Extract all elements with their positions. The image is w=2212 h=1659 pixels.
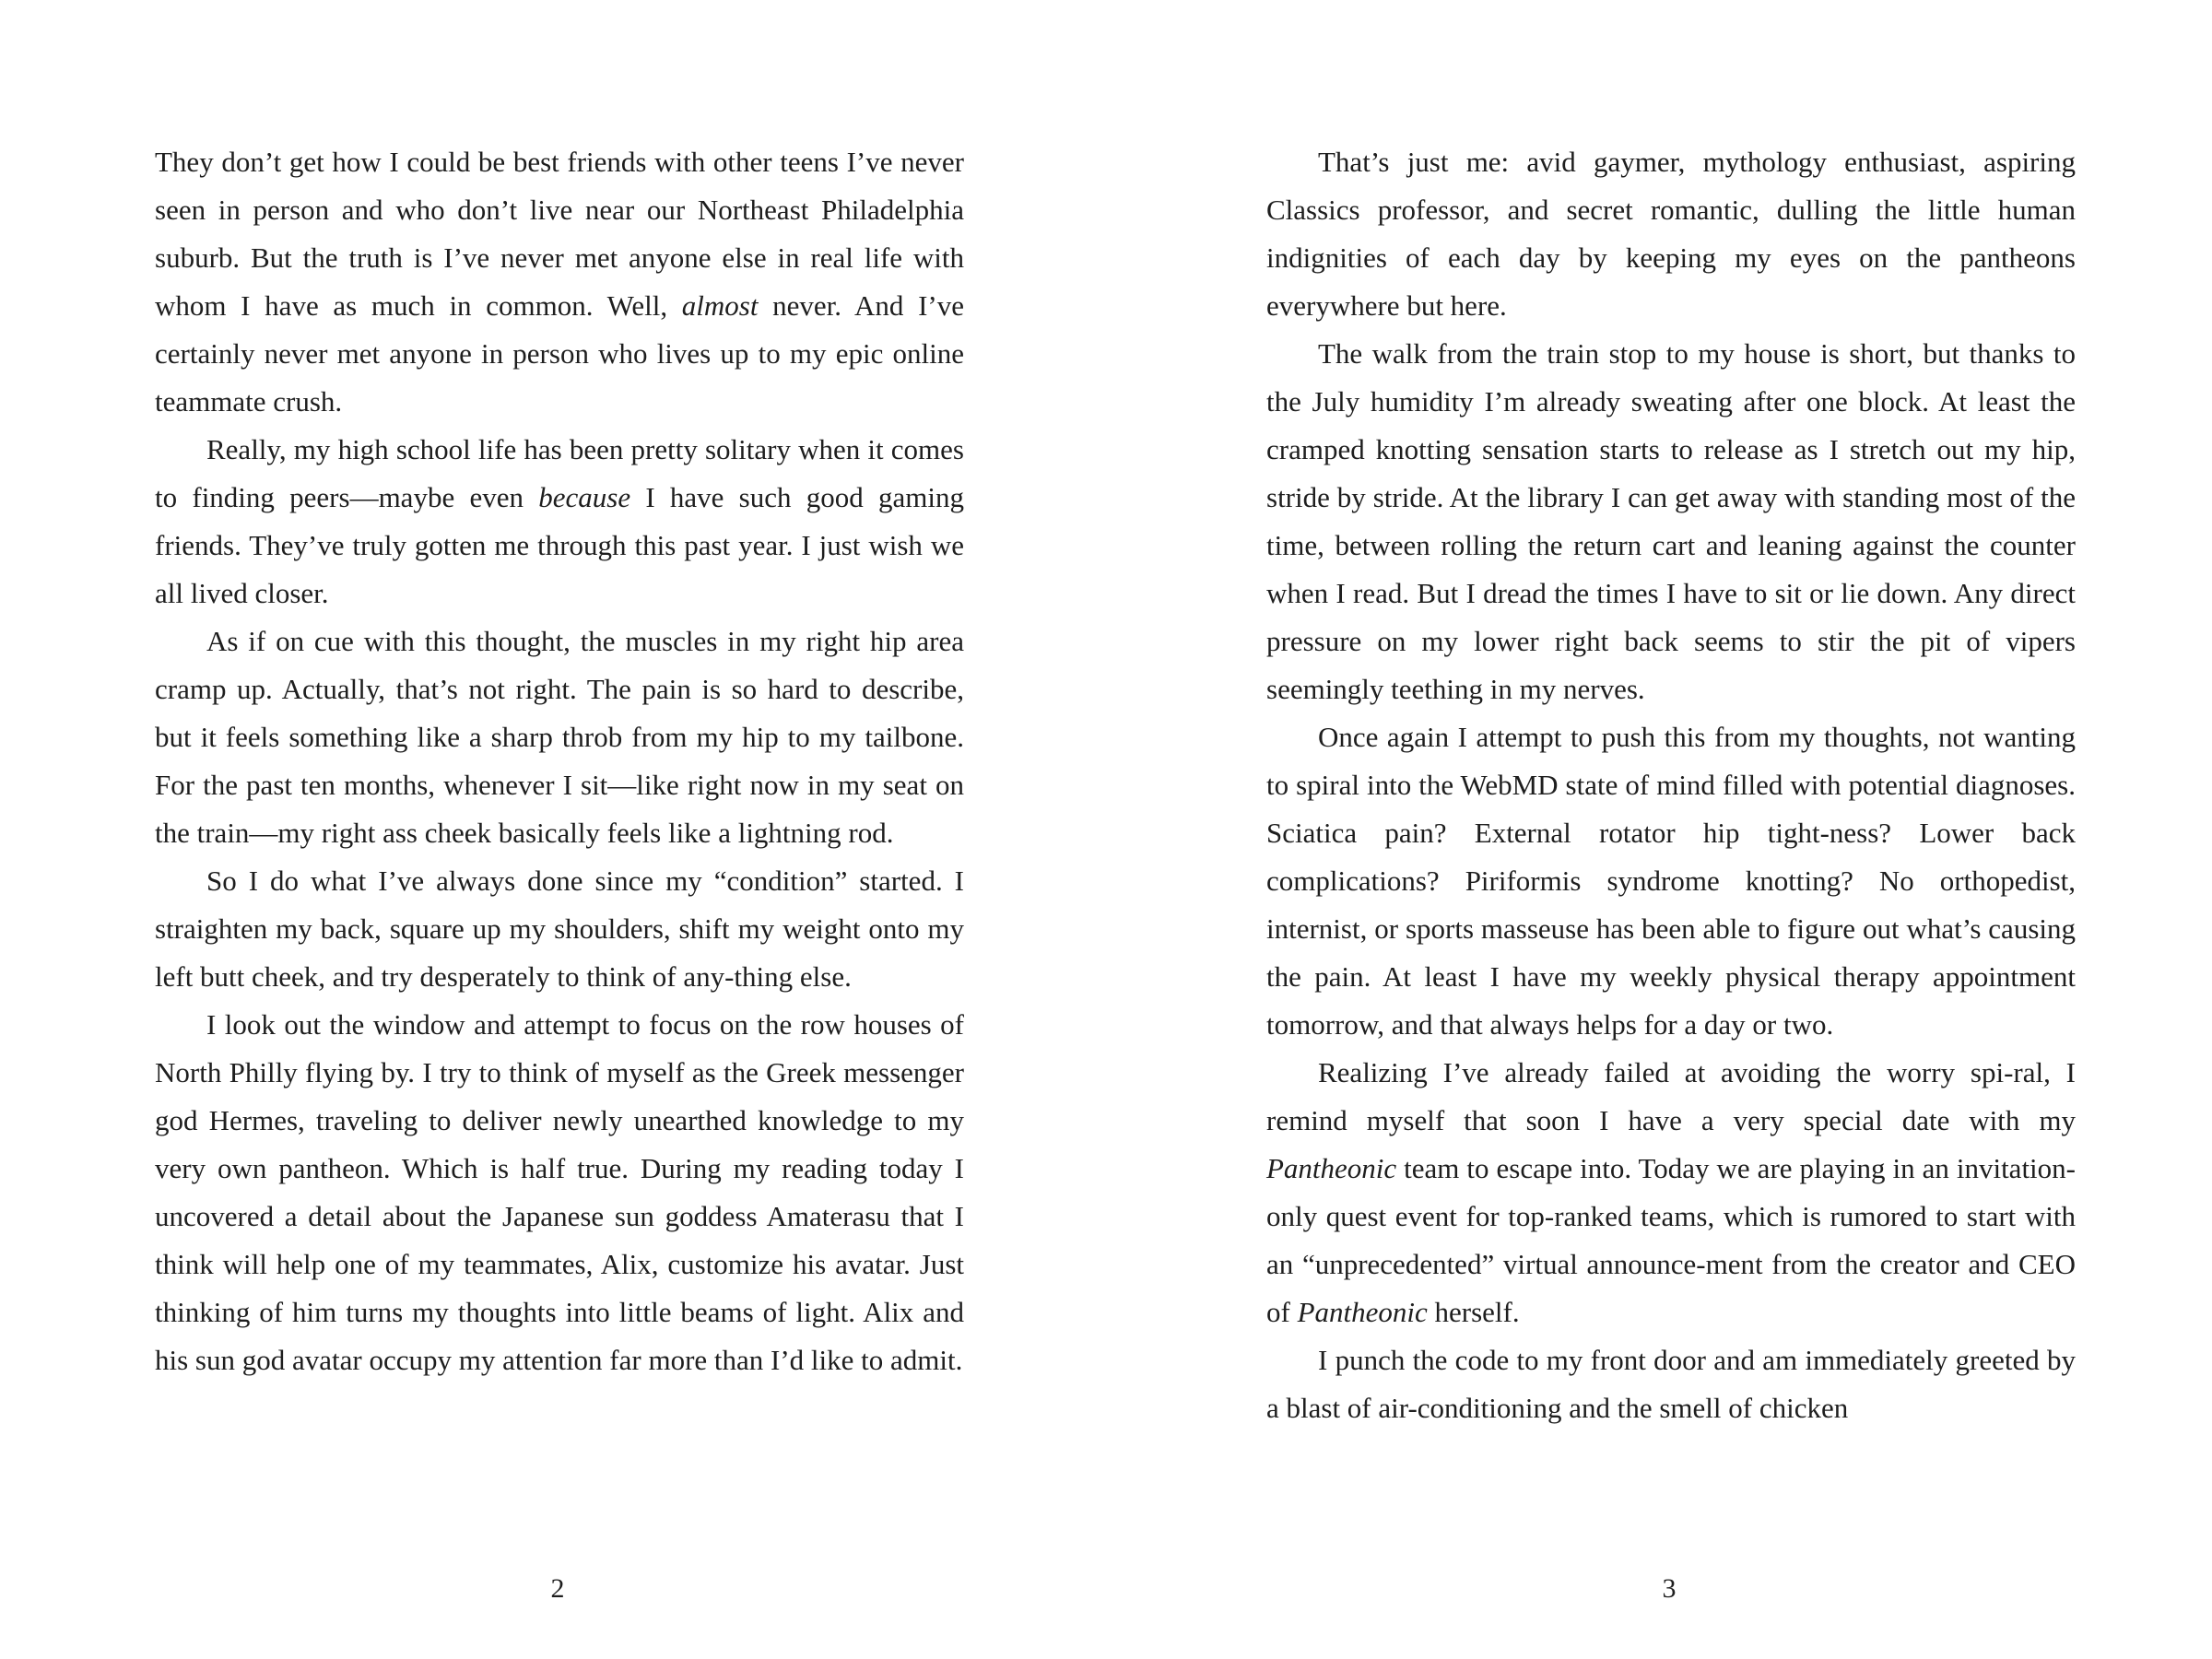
text-run: team to escape into. Today we are playing in an invitation-only quest event for top-ranked teams, which is rumored to start with an “unprecedented” virtual announce-ment from the creator and CEO of	[1266, 1152, 2076, 1328]
paragraph	[155, 618, 964, 857]
text-run: The walk from the train stop to my house is short, but thanks to the July humidity I’m already sweating after one block. At least the cramped knotting sensation starts to release as I stretch out my hip, stride by stride. At the library I can get away with standing most of the time, between rolling the return cart and leaning against the counter when I read. But I dread the times I have to sit or lie down. Any direct pressure on my lower right back seems to stir the pit of vipers seemingly teething in my nerves.	[1266, 337, 2076, 705]
text-run: I look out the window and attempt to focus on the row houses of North Philly flying by. I try to think of myself as the Greek messenger god Hermes, traveling to deliver newly unearthed knowledge to my very own pantheon. Which is half true. During my reading today I uncovered a detail about the Japanese sun goddess Amaterasu that I think will help one of my teammates, Alix, customize his avatar. Just thinking of him turns my thoughts into little beams of light. Alix and his sun god avatar occupy my attention far more than I’d like to admit.	[155, 1008, 964, 1376]
paragraph	[155, 426, 964, 618]
right-page	[1106, 0, 2212, 1659]
text-run: never. And I’ve certainly never met anyone in person who lives up to my epic online teammate crush.	[155, 289, 964, 418]
paragraph	[1266, 1049, 2076, 1336]
text-run: As if on cue with this thought, the muscles in my right hip area cramp up. Actually, that’s not right. The pain is so hard to describe, but it feels something like a sharp throb from my hip to my tailbone. For the past ten months, whenever I sit—like right now in my seat on the train—my right ass cheek basically feels like a lightning rod.	[155, 625, 964, 849]
italic-text: Pantheonic	[1297, 1296, 1428, 1328]
right-page-text	[1266, 138, 2076, 1432]
left-page-text	[155, 138, 964, 1384]
paragraph	[1266, 1336, 2076, 1432]
text-run: herself.	[1427, 1296, 1520, 1328]
paragraph	[155, 857, 964, 1001]
text-run: So I do what I’ve always done since my “condition” started. I straighten my back, square up my shoulders, shift my weight onto my left butt cheek, and try desperately to think of any-thing else.	[155, 865, 964, 993]
text-run: Realizing I’ve already failed at avoiding the worry spi-ral, I remind myself that soon I have a very special date with my	[1266, 1056, 2076, 1136]
paragraph	[1266, 713, 2076, 1049]
text-run: Really, my high school life has been pretty solitary when it comes to finding peers—maybe even	[155, 433, 964, 513]
italic-text: because	[538, 481, 631, 513]
italic-text: almost	[681, 289, 759, 322]
text-run: Once again I attempt to push this from my thoughts, not wanting to spiral into the WebMD state of mind filled with potential diagnoses. Sciatica pain? External rotator hip tight-ness? Lower back complications? Piriformis syndrome knotting? No orthopedist, internist, or sports masseuse has been able to figure out what’s causing the pain. At least I have my weekly physical therapy appointment tomorrow, and that always helps for a day or two.	[1266, 721, 2076, 1041]
paragraph	[155, 138, 964, 426]
paragraph	[155, 1001, 964, 1384]
text-run: I have such good gaming friends. They’ve truly gotten me through this past year. I just wish we all lived closer.	[155, 481, 964, 609]
right-page-number: 3	[1662, 1573, 1677, 1604]
text-run: That’s just me: avid gaymer, mythology enthusiast, aspiring Classics professor, and secret romantic, dulling the little human indignities of each day by keeping my eyes on the pantheons everywhere but here.	[1266, 146, 2076, 322]
text-run: I punch the code to my front door and am immediately greeted by a blast of air-conditioning and the smell of chicken	[1266, 1344, 2076, 1424]
italic-text: Pantheonic	[1266, 1152, 1397, 1184]
left-page-number: 2	[550, 1573, 565, 1604]
paragraph	[1266, 138, 2076, 330]
paragraph	[1266, 330, 2076, 713]
text-run: They don’t get how I could be best friends with other teens I’ve never seen in person and who don’t live near our Northeast Philadelphia suburb. But the truth is I’ve never met anyone else in real life with whom I have as much in common. Well,	[155, 146, 964, 322]
